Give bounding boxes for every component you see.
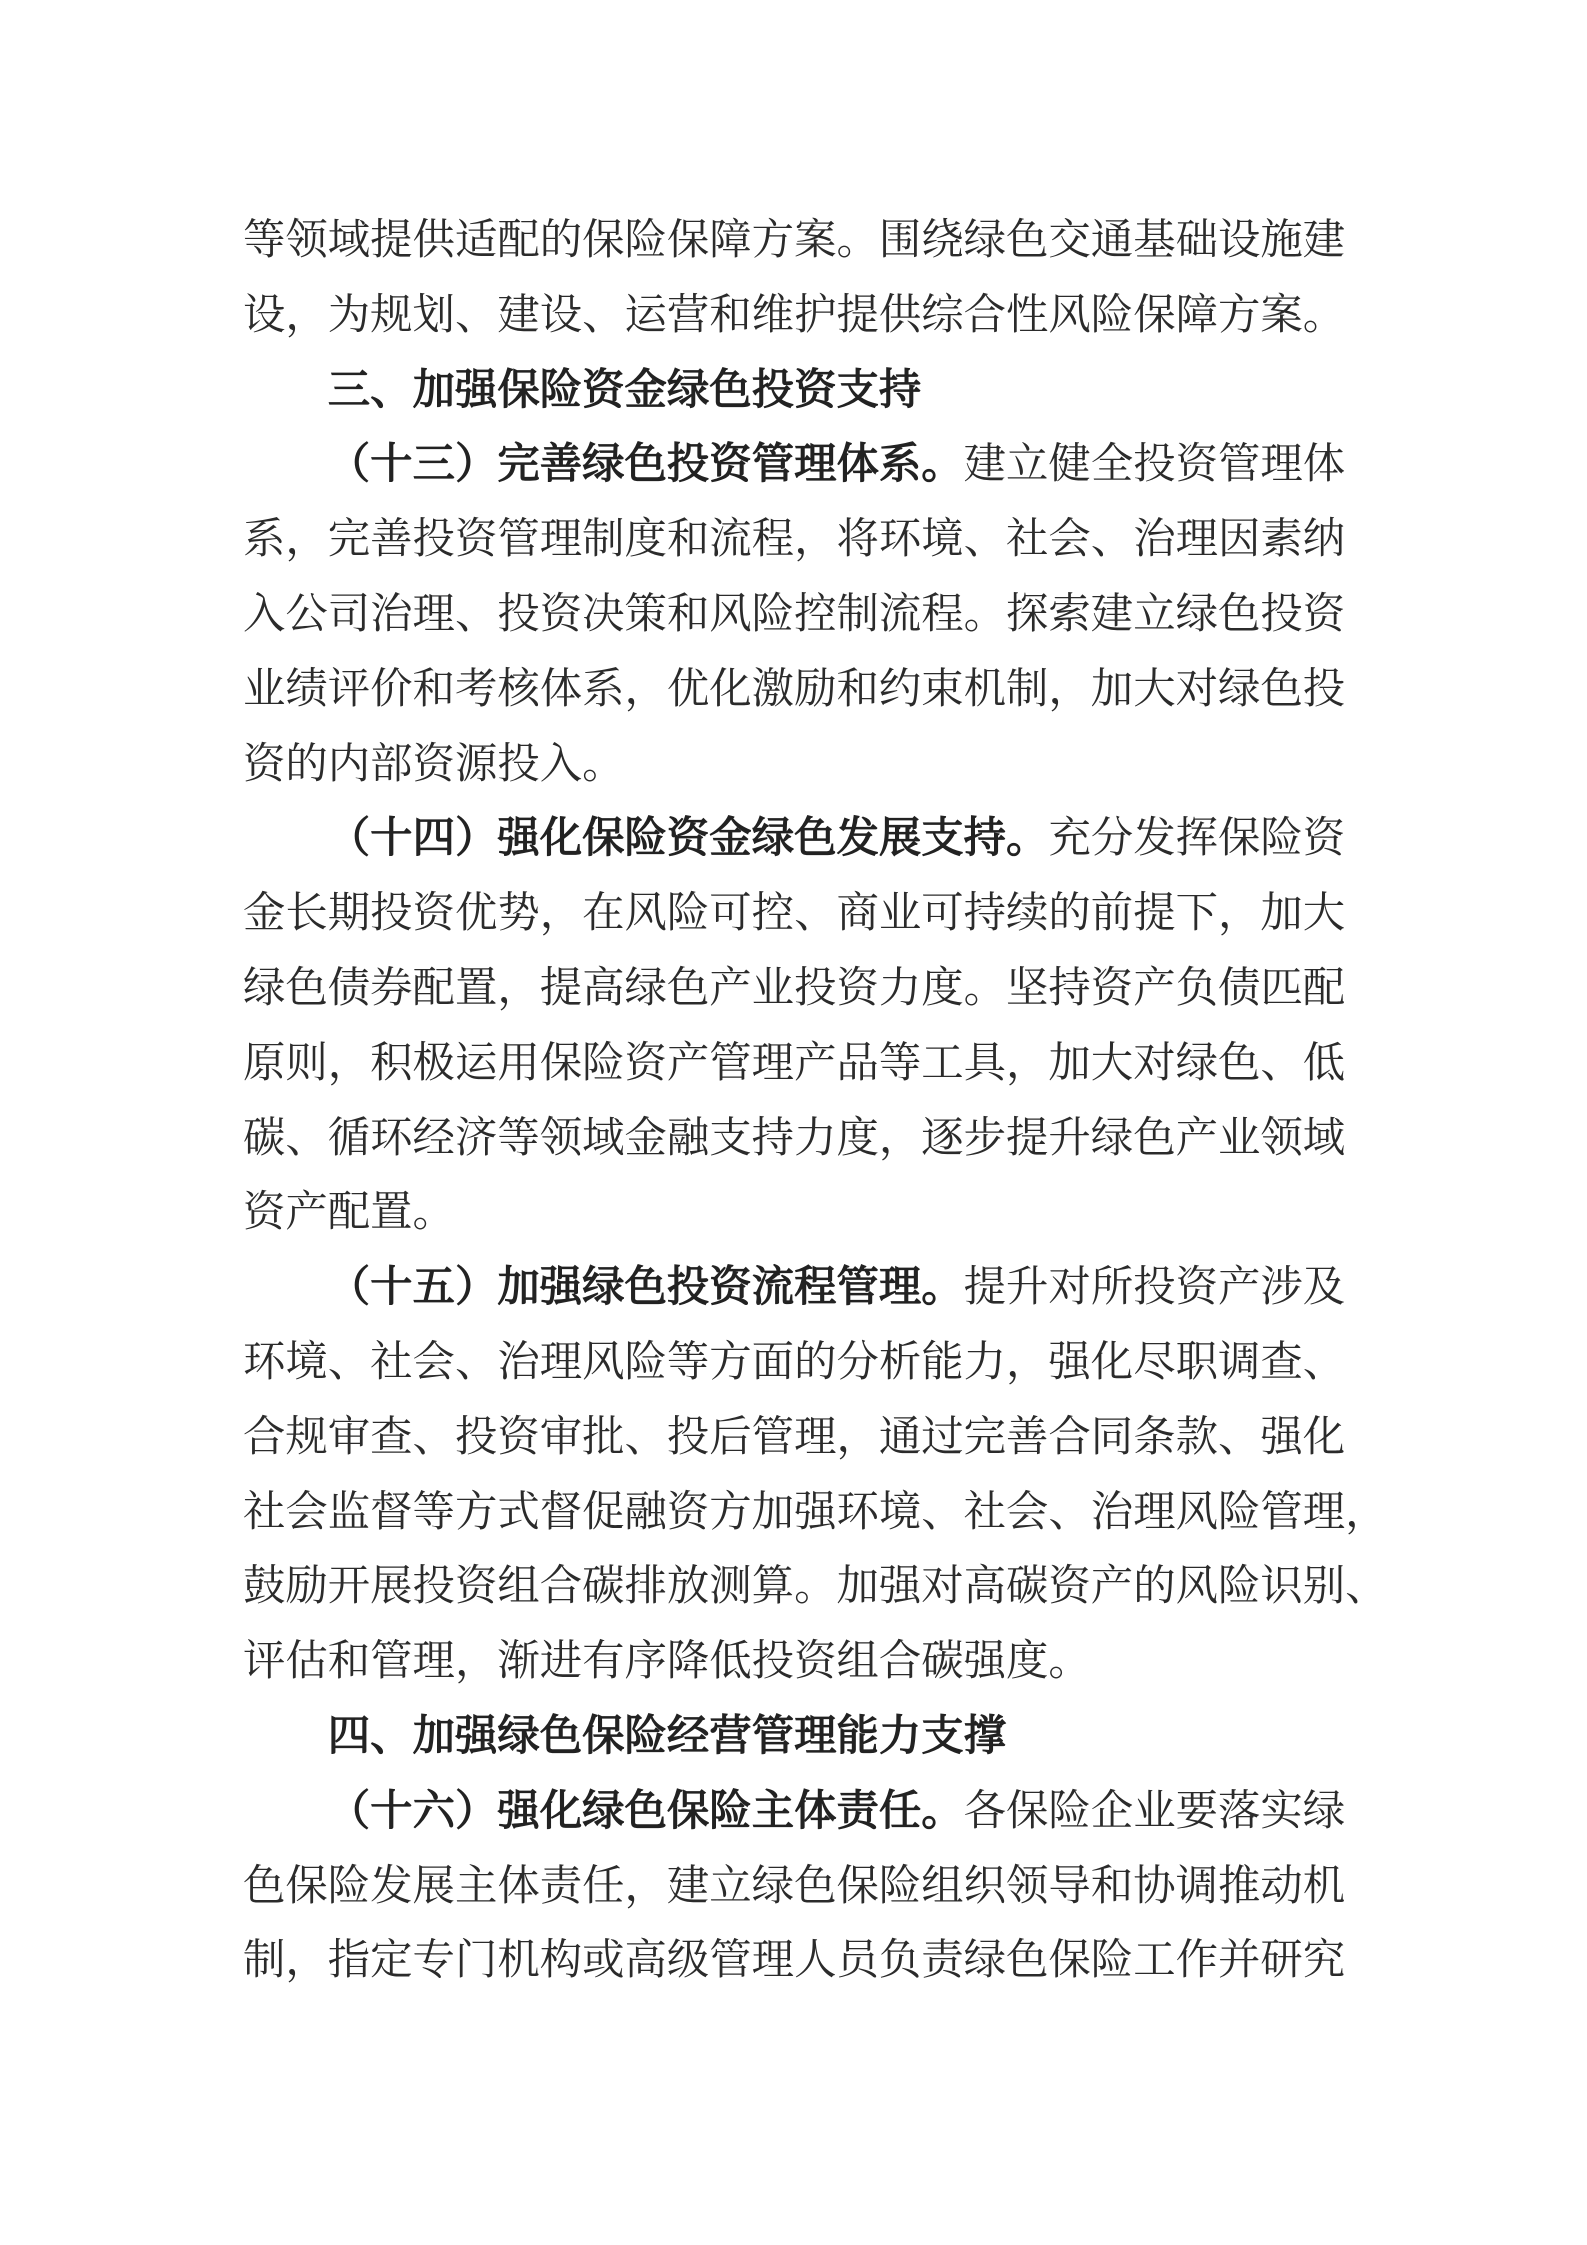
text-segment: 碳、循环经济等领域金融支持力度，逐步提升绿色产业领域	[243, 1114, 1346, 1162]
text-line	[243, 1027, 1353, 1102]
text-line	[243, 503, 1353, 578]
text-segment: 等领域提供适配的保险保障方案。围绕绿色交通基础设施建	[243, 217, 1346, 264]
text-segment: 制，指定专门机构或高级管理人员负责绿色保险工作并研究	[243, 1937, 1346, 1985]
text-line	[243, 1326, 1353, 1401]
bold-text-segment: （十五）加强绿色投资流程管理。	[327, 1264, 964, 1312]
text-line	[243, 653, 1353, 728]
text-segment: 评估和管理，渐进有序降低投资组合碳强度。	[243, 1638, 1091, 1686]
text-line	[243, 1251, 1353, 1326]
text-line	[243, 728, 1353, 803]
bold-text-segment: 三、加强保险资金绿色投资支持	[327, 366, 922, 414]
text-segment: 设，为规划、建设、运营和维护提供综合性风险保障方案。	[243, 291, 1346, 339]
text-line	[243, 952, 1353, 1027]
section-heading-line	[243, 354, 1353, 429]
bold-text-segment: （十三）完善绿色投资管理体系。	[327, 441, 964, 489]
text-line	[243, 279, 1353, 354]
text-segment: 资产配置。	[243, 1189, 455, 1237]
text-line	[243, 1625, 1353, 1700]
text-segment: 充分发挥保险资	[1048, 815, 1346, 863]
text-segment: 鼓励开展投资组合碳排放测算。加强对高碳资产的风险识别、	[243, 1563, 1388, 1611]
section-heading-line	[243, 1700, 1353, 1775]
text-segment: 色保险发展主体责任，建立绿色保险组织领导和协调推动机	[243, 1862, 1346, 1910]
text-segment: 绿色债券配置，提高绿色产业投资力度。坚持资产负债匹配	[243, 964, 1346, 1012]
bold-text-segment: （十四）强化保险资金绿色发展支持。	[327, 815, 1049, 863]
text-segment: 环境、社会、治理风险等方面的分析能力，强化尽职调查、	[243, 1338, 1346, 1386]
text-line	[243, 1550, 1388, 1625]
text-segment: 建立健全投资管理体	[963, 441, 1346, 489]
text-line	[243, 877, 1353, 952]
document-body	[243, 204, 1388, 1999]
text-segment: 入公司治理、投资决策和风险控制流程。探索建立绿色投资	[243, 590, 1346, 638]
text-line	[243, 1850, 1353, 1925]
text-segment: 系，完善投资管理制度和流程，将环境、社会、治理因素纳	[243, 516, 1346, 564]
text-segment: 业绩评价和考核体系，优化激励和约束机制，加大对绿色投	[243, 665, 1346, 713]
text-line	[243, 1401, 1353, 1476]
text-line	[243, 1775, 1353, 1850]
text-segment: 金长期投资优势，在风险可控、商业可持续的前提下，加大	[243, 890, 1346, 938]
text-segment: 原则，积极运用保险资产管理产品等工具，加大对绿色、低	[243, 1039, 1346, 1087]
text-segment: 合规审查、投资审批、投后管理，通过完善合同条款、强化	[243, 1413, 1346, 1461]
text-line	[243, 1476, 1388, 1551]
text-line	[243, 802, 1353, 877]
text-segment: 各保险企业要落实绿	[963, 1787, 1346, 1835]
text-line	[243, 1924, 1353, 1999]
text-segment: 提升对所投资产涉及	[963, 1264, 1346, 1312]
text-segment: 资的内部资源投入。	[243, 740, 625, 788]
bold-text-segment: （十六）强化绿色保险主体责任。	[327, 1787, 964, 1835]
text-line	[243, 1102, 1353, 1177]
bold-text-segment: 四、加强绿色保险经营管理能力支撑	[327, 1712, 1007, 1760]
text-line	[243, 428, 1353, 503]
text-line	[243, 204, 1353, 279]
text-segment: 社会监督等方式督促融资方加强环境、社会、治理风险管理，	[243, 1488, 1388, 1536]
text-line	[243, 578, 1353, 653]
text-line	[243, 1176, 1353, 1251]
